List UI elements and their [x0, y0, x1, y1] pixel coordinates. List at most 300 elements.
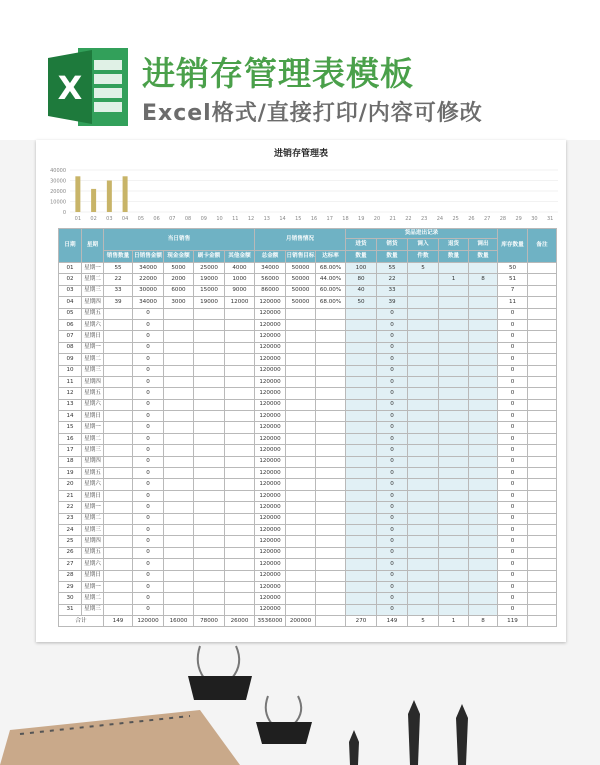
table-cell[interactable]: [164, 456, 194, 467]
table-cell[interactable]: [469, 365, 498, 376]
table-cell[interactable]: [469, 422, 498, 433]
table-cell[interactable]: 0: [133, 479, 164, 490]
table-cell[interactable]: 星期五: [82, 388, 104, 399]
table-cell[interactable]: 星期三: [82, 365, 104, 376]
table-cell[interactable]: [194, 399, 225, 410]
table-cell[interactable]: 120000: [255, 399, 286, 410]
table-cell[interactable]: 0: [377, 604, 408, 615]
table-cell[interactable]: [225, 513, 255, 524]
table-cell[interactable]: 120000: [255, 593, 286, 604]
table-cell[interactable]: 0: [377, 319, 408, 330]
table-cell[interactable]: [286, 604, 316, 615]
table-cell[interactable]: [469, 570, 498, 581]
table-cell[interactable]: [194, 411, 225, 422]
table-cell[interactable]: [225, 456, 255, 467]
table-cell[interactable]: 7: [498, 285, 528, 296]
table-cell[interactable]: [469, 604, 498, 615]
table-cell[interactable]: 19000: [194, 274, 225, 285]
table-cell[interactable]: [439, 308, 469, 319]
table-cell[interactable]: [194, 490, 225, 501]
table-cell[interactable]: 34000: [133, 263, 164, 274]
table-cell[interactable]: 0: [498, 570, 528, 581]
table-cell[interactable]: [286, 388, 316, 399]
table-cell[interactable]: 0: [133, 468, 164, 479]
table-cell[interactable]: [528, 319, 557, 330]
table-cell[interactable]: 120000: [255, 547, 286, 558]
table-cell[interactable]: [316, 581, 346, 592]
table-cell[interactable]: [316, 319, 346, 330]
table-cell[interactable]: [346, 513, 377, 524]
table-cell[interactable]: 0: [133, 536, 164, 547]
table-cell[interactable]: [104, 445, 133, 456]
table-cell[interactable]: 26: [59, 547, 82, 558]
table-cell[interactable]: [439, 479, 469, 490]
table-cell[interactable]: 120000: [255, 433, 286, 444]
table-cell[interactable]: [104, 342, 133, 353]
table-cell[interactable]: [194, 365, 225, 376]
table-cell[interactable]: [346, 319, 377, 330]
table-cell[interactable]: 0: [498, 376, 528, 387]
table-cell[interactable]: [286, 524, 316, 535]
table-cell[interactable]: [408, 342, 439, 353]
table-cell[interactable]: [225, 354, 255, 365]
table-cell[interactable]: [225, 422, 255, 433]
table-cell[interactable]: [528, 274, 557, 285]
table-cell[interactable]: 0: [133, 388, 164, 399]
table-cell[interactable]: 0: [133, 319, 164, 330]
table-cell[interactable]: [225, 547, 255, 558]
table-cell[interactable]: [286, 331, 316, 342]
table-cell[interactable]: [164, 559, 194, 570]
table-cell[interactable]: [225, 524, 255, 535]
table-cell[interactable]: [104, 399, 133, 410]
table-cell[interactable]: [469, 308, 498, 319]
table-cell[interactable]: [164, 604, 194, 615]
table-cell[interactable]: 11: [59, 376, 82, 387]
table-cell[interactable]: [439, 468, 469, 479]
table-cell[interactable]: [225, 479, 255, 490]
table-cell[interactable]: [439, 581, 469, 592]
table-cell[interactable]: 0: [377, 342, 408, 353]
table-cell[interactable]: 60.00%: [316, 285, 346, 296]
table-cell[interactable]: 星期二: [82, 513, 104, 524]
table-cell[interactable]: [346, 524, 377, 535]
table-cell[interactable]: 05: [59, 308, 82, 319]
table-cell[interactable]: 星期六: [82, 319, 104, 330]
table-cell[interactable]: [528, 388, 557, 399]
table-cell[interactable]: 0: [377, 376, 408, 387]
table-cell[interactable]: [528, 524, 557, 535]
table-cell[interactable]: 30: [59, 593, 82, 604]
table-cell[interactable]: [316, 513, 346, 524]
table-cell[interactable]: [286, 513, 316, 524]
table-cell[interactable]: 0: [498, 604, 528, 615]
table-cell[interactable]: [439, 411, 469, 422]
table-cell[interactable]: 120000: [255, 297, 286, 308]
table-cell[interactable]: 星期六: [82, 559, 104, 570]
table-cell[interactable]: [346, 388, 377, 399]
table-cell[interactable]: 0: [498, 536, 528, 547]
table-cell[interactable]: [194, 468, 225, 479]
table-cell[interactable]: 0: [377, 308, 408, 319]
table-cell[interactable]: [225, 502, 255, 513]
table-cell[interactable]: [194, 354, 225, 365]
table-cell[interactable]: 0: [377, 536, 408, 547]
table-cell[interactable]: 星期五: [82, 547, 104, 558]
table-cell[interactable]: [164, 502, 194, 513]
table-cell[interactable]: [225, 388, 255, 399]
table-cell[interactable]: [194, 502, 225, 513]
table-cell[interactable]: [194, 331, 225, 342]
table-cell[interactable]: [164, 342, 194, 353]
table-cell[interactable]: [104, 354, 133, 365]
table-cell[interactable]: [225, 445, 255, 456]
table-cell[interactable]: [469, 490, 498, 501]
table-cell[interactable]: 15000: [194, 285, 225, 296]
table-cell[interactable]: [346, 445, 377, 456]
table-cell[interactable]: [439, 502, 469, 513]
table-cell[interactable]: 星期二: [82, 593, 104, 604]
table-cell[interactable]: 1: [439, 274, 469, 285]
table-cell[interactable]: [439, 399, 469, 410]
table-cell[interactable]: 0: [133, 445, 164, 456]
table-cell[interactable]: [528, 445, 557, 456]
table-cell[interactable]: [316, 468, 346, 479]
table-cell[interactable]: [286, 422, 316, 433]
table-cell[interactable]: [316, 490, 346, 501]
table-cell[interactable]: [286, 354, 316, 365]
table-cell[interactable]: 0: [133, 365, 164, 376]
table-cell[interactable]: 0: [498, 490, 528, 501]
table-cell[interactable]: [104, 593, 133, 604]
table-cell[interactable]: 0: [498, 547, 528, 558]
table-cell[interactable]: [104, 479, 133, 490]
table-cell[interactable]: 14: [59, 411, 82, 422]
table-cell[interactable]: [408, 456, 439, 467]
table-cell[interactable]: [104, 604, 133, 615]
table-cell[interactable]: 120000: [255, 445, 286, 456]
table-cell[interactable]: [164, 581, 194, 592]
table-cell[interactable]: [469, 445, 498, 456]
table-cell[interactable]: [439, 570, 469, 581]
table-cell[interactable]: [439, 422, 469, 433]
table-cell[interactable]: 120000: [255, 502, 286, 513]
table-cell[interactable]: [469, 456, 498, 467]
table-cell[interactable]: [286, 559, 316, 570]
table-cell[interactable]: 0: [377, 502, 408, 513]
table-cell[interactable]: [104, 319, 133, 330]
table-cell[interactable]: [164, 433, 194, 444]
table-cell[interactable]: 星期四: [82, 536, 104, 547]
table-cell[interactable]: [194, 524, 225, 535]
table-cell[interactable]: [439, 536, 469, 547]
table-cell[interactable]: 33: [377, 285, 408, 296]
table-cell[interactable]: 19: [59, 468, 82, 479]
table-cell[interactable]: 星期三: [82, 604, 104, 615]
table-cell[interactable]: [408, 433, 439, 444]
table-cell[interactable]: [528, 559, 557, 570]
table-cell[interactable]: [286, 399, 316, 410]
table-cell[interactable]: 22: [104, 274, 133, 285]
table-cell[interactable]: [528, 502, 557, 513]
table-cell[interactable]: 07: [59, 331, 82, 342]
table-cell[interactable]: [469, 399, 498, 410]
table-cell[interactable]: [408, 445, 439, 456]
table-cell[interactable]: [528, 513, 557, 524]
table-cell[interactable]: [164, 399, 194, 410]
table-cell[interactable]: [439, 376, 469, 387]
table-cell[interactable]: 68.00%: [316, 263, 346, 274]
table-cell[interactable]: 24: [59, 524, 82, 535]
table-cell[interactable]: [528, 456, 557, 467]
table-cell[interactable]: [439, 445, 469, 456]
table-cell[interactable]: [408, 331, 439, 342]
table-cell[interactable]: 50000: [286, 263, 316, 274]
table-cell[interactable]: 0: [377, 593, 408, 604]
table-cell[interactable]: 星期六: [82, 479, 104, 490]
table-cell[interactable]: 0: [377, 456, 408, 467]
table-cell[interactable]: [469, 547, 498, 558]
table-cell[interactable]: [164, 536, 194, 547]
table-cell[interactable]: 0: [133, 399, 164, 410]
table-cell[interactable]: 5: [408, 263, 439, 274]
table-cell[interactable]: 27: [59, 559, 82, 570]
table-cell[interactable]: 120000: [255, 411, 286, 422]
table-cell[interactable]: [164, 479, 194, 490]
table-cell[interactable]: 19000: [194, 297, 225, 308]
table-cell[interactable]: [528, 433, 557, 444]
table-cell[interactable]: [408, 376, 439, 387]
table-cell[interactable]: 0: [377, 365, 408, 376]
table-cell[interactable]: 0: [377, 411, 408, 422]
table-cell[interactable]: [286, 468, 316, 479]
table-cell[interactable]: 31: [59, 604, 82, 615]
table-cell[interactable]: 08: [59, 342, 82, 353]
table-cell[interactable]: 03: [59, 285, 82, 296]
table-cell[interactable]: [164, 513, 194, 524]
table-cell[interactable]: [469, 331, 498, 342]
table-cell[interactable]: [104, 456, 133, 467]
table-cell[interactable]: [346, 490, 377, 501]
table-cell[interactable]: 星期四: [82, 456, 104, 467]
table-cell[interactable]: 0: [377, 399, 408, 410]
table-cell[interactable]: [225, 468, 255, 479]
table-cell[interactable]: [194, 559, 225, 570]
table-cell[interactable]: [346, 331, 377, 342]
table-cell[interactable]: 3000: [164, 297, 194, 308]
table-cell[interactable]: 0: [498, 354, 528, 365]
table-cell[interactable]: [194, 513, 225, 524]
table-cell[interactable]: [346, 559, 377, 570]
table-cell[interactable]: [316, 570, 346, 581]
table-cell[interactable]: [316, 593, 346, 604]
table-cell[interactable]: [408, 559, 439, 570]
table-cell[interactable]: 0: [498, 388, 528, 399]
table-cell[interactable]: 0: [377, 354, 408, 365]
table-cell[interactable]: [164, 376, 194, 387]
table-cell[interactable]: [408, 513, 439, 524]
table-cell[interactable]: [225, 433, 255, 444]
table-cell[interactable]: [346, 422, 377, 433]
table-cell[interactable]: 星期二: [82, 274, 104, 285]
table-cell[interactable]: 120000: [255, 570, 286, 581]
table-cell[interactable]: 6000: [164, 285, 194, 296]
table-cell[interactable]: 0: [377, 468, 408, 479]
table-cell[interactable]: [528, 593, 557, 604]
table-cell[interactable]: 0: [133, 513, 164, 524]
table-cell[interactable]: 33: [104, 285, 133, 296]
table-cell[interactable]: 0: [133, 456, 164, 467]
table-cell[interactable]: [194, 581, 225, 592]
table-cell[interactable]: 50000: [286, 274, 316, 285]
table-cell[interactable]: [408, 354, 439, 365]
table-cell[interactable]: [194, 604, 225, 615]
table-cell[interactable]: [408, 604, 439, 615]
table-cell[interactable]: [316, 524, 346, 535]
table-cell[interactable]: [164, 445, 194, 456]
table-cell[interactable]: [346, 479, 377, 490]
table-cell[interactable]: 120000: [255, 422, 286, 433]
table-cell[interactable]: [225, 593, 255, 604]
table-cell[interactable]: [286, 547, 316, 558]
table-cell[interactable]: 50: [346, 297, 377, 308]
table-cell[interactable]: [346, 570, 377, 581]
table-cell[interactable]: 02: [59, 274, 82, 285]
table-cell[interactable]: 09: [59, 354, 82, 365]
table-cell[interactable]: 0: [377, 490, 408, 501]
table-cell[interactable]: 18: [59, 456, 82, 467]
table-cell[interactable]: 星期一: [82, 422, 104, 433]
table-cell[interactable]: 39: [377, 297, 408, 308]
table-cell[interactable]: 星期日: [82, 411, 104, 422]
table-cell[interactable]: [316, 479, 346, 490]
table-cell[interactable]: [316, 445, 346, 456]
table-cell[interactable]: 0: [377, 524, 408, 535]
table-cell[interactable]: [104, 331, 133, 342]
table-cell[interactable]: [316, 354, 346, 365]
table-cell[interactable]: 0: [377, 445, 408, 456]
table-cell[interactable]: 120000: [255, 479, 286, 490]
table-cell[interactable]: [225, 411, 255, 422]
table-cell[interactable]: 星期一: [82, 263, 104, 274]
table-cell[interactable]: 120000: [255, 308, 286, 319]
table-cell[interactable]: [316, 502, 346, 513]
table-cell[interactable]: [469, 319, 498, 330]
table-cell[interactable]: [286, 581, 316, 592]
table-cell[interactable]: [408, 274, 439, 285]
table-cell[interactable]: 星期二: [82, 354, 104, 365]
table-cell[interactable]: [194, 456, 225, 467]
table-cell[interactable]: [225, 365, 255, 376]
table-cell[interactable]: 25000: [194, 263, 225, 274]
table-cell[interactable]: 0: [133, 547, 164, 558]
table-cell[interactable]: 39: [104, 297, 133, 308]
table-cell[interactable]: 0: [133, 581, 164, 592]
table-cell[interactable]: [104, 308, 133, 319]
table-cell[interactable]: 0: [133, 524, 164, 535]
table-cell[interactable]: [469, 524, 498, 535]
table-cell[interactable]: [408, 593, 439, 604]
table-cell[interactable]: 11: [498, 297, 528, 308]
table-cell[interactable]: [104, 513, 133, 524]
table-cell[interactable]: 0: [133, 604, 164, 615]
table-cell[interactable]: [528, 479, 557, 490]
table-cell[interactable]: [346, 536, 377, 547]
table-cell[interactable]: [164, 388, 194, 399]
table-cell[interactable]: [104, 581, 133, 592]
table-cell[interactable]: [528, 536, 557, 547]
table-cell[interactable]: [194, 445, 225, 456]
table-cell[interactable]: [469, 342, 498, 353]
table-cell[interactable]: [316, 308, 346, 319]
table-cell[interactable]: [439, 490, 469, 501]
table-cell[interactable]: 0: [498, 468, 528, 479]
table-cell[interactable]: 120000: [255, 581, 286, 592]
table-cell[interactable]: 22000: [133, 274, 164, 285]
table-cell[interactable]: [346, 365, 377, 376]
table-cell[interactable]: 0: [133, 308, 164, 319]
table-cell[interactable]: 34000: [133, 297, 164, 308]
table-cell[interactable]: 星期五: [82, 308, 104, 319]
table-cell[interactable]: [164, 319, 194, 330]
table-cell[interactable]: 0: [498, 559, 528, 570]
table-cell[interactable]: 40: [346, 285, 377, 296]
table-cell[interactable]: 0: [377, 433, 408, 444]
table-cell[interactable]: [316, 422, 346, 433]
table-cell[interactable]: 0: [498, 433, 528, 444]
table-cell[interactable]: 22: [377, 274, 408, 285]
table-cell[interactable]: [104, 468, 133, 479]
table-cell[interactable]: 星期四: [82, 376, 104, 387]
table-cell[interactable]: [439, 524, 469, 535]
table-cell[interactable]: 1000: [225, 274, 255, 285]
table-cell[interactable]: 120000: [255, 490, 286, 501]
table-cell[interactable]: 28: [59, 570, 82, 581]
table-cell[interactable]: [286, 376, 316, 387]
table-cell[interactable]: [286, 308, 316, 319]
table-cell[interactable]: [194, 422, 225, 433]
table-cell[interactable]: 120000: [255, 559, 286, 570]
table-cell[interactable]: 星期日: [82, 331, 104, 342]
table-cell[interactable]: 星期三: [82, 445, 104, 456]
table-cell[interactable]: 2000: [164, 274, 194, 285]
table-cell[interactable]: [408, 468, 439, 479]
table-cell[interactable]: [346, 376, 377, 387]
table-cell[interactable]: 34000: [255, 263, 286, 274]
table-cell[interactable]: [346, 354, 377, 365]
table-cell[interactable]: [194, 388, 225, 399]
table-cell[interactable]: 120000: [255, 376, 286, 387]
table-cell[interactable]: 0: [377, 547, 408, 558]
table-cell[interactable]: [194, 570, 225, 581]
table-cell[interactable]: 0: [133, 502, 164, 513]
table-cell[interactable]: 9000: [225, 285, 255, 296]
table-cell[interactable]: [316, 433, 346, 444]
table-cell[interactable]: [316, 536, 346, 547]
table-cell[interactable]: [316, 559, 346, 570]
table-cell[interactable]: 80: [346, 274, 377, 285]
table-cell[interactable]: [164, 524, 194, 535]
table-cell[interactable]: 0: [498, 319, 528, 330]
table-cell[interactable]: 21: [59, 490, 82, 501]
table-cell[interactable]: [528, 308, 557, 319]
table-cell[interactable]: 0: [133, 411, 164, 422]
table-cell[interactable]: [528, 604, 557, 615]
table-cell[interactable]: 4000: [225, 263, 255, 274]
table-cell[interactable]: [316, 547, 346, 558]
table-cell[interactable]: [528, 570, 557, 581]
table-cell[interactable]: [408, 490, 439, 501]
